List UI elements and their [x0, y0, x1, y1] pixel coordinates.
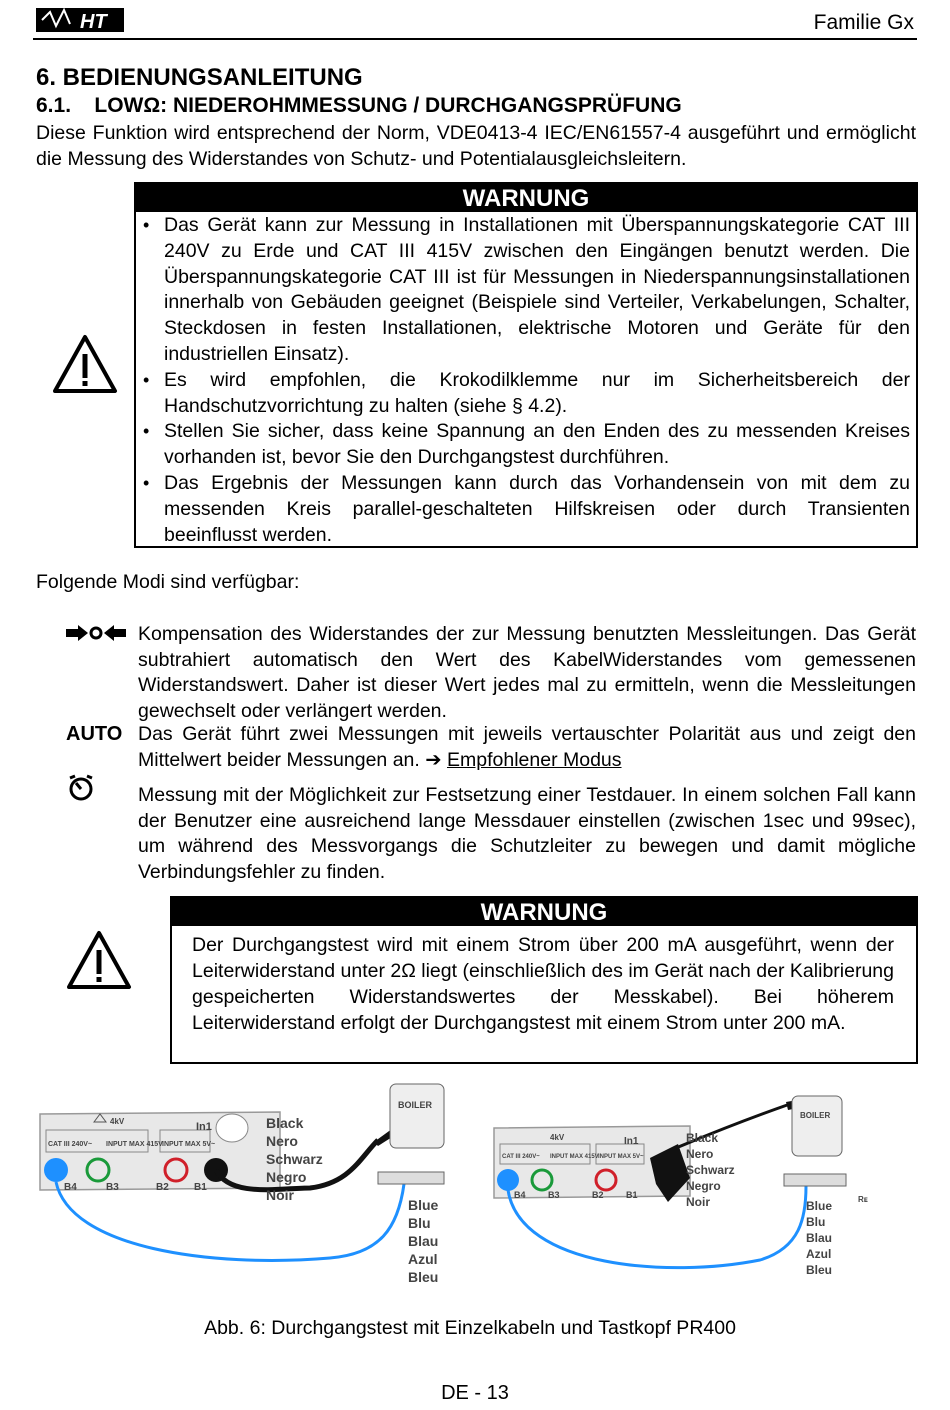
warning-item: • Das Gerät kann zur Messung in Installationen mit Überspannungskategorie CAT III 240V zu Erde und CAT III 415V zwischen den Eingängen benutzt werden. Die Überspannungskategorie CAT III ist für Messungen in Niederspannungsinstallationen innerhalb von Gebäuden geeignet (Beispiele sind Verteiler, Verkabelungen, Schalter, Steckdosen in festen Installationen, elektrische Motoren und Geräte für den industriellen Einsatz). — [164, 213, 910, 368]
blue-label: Bleu — [408, 1269, 439, 1285]
auto-label: AUTO — [66, 723, 123, 745]
instrument-left — [40, 1084, 444, 1285]
timer-icon — [66, 774, 96, 807]
warning-text: Der Durchgangstest wird mit einem Strom über 200 mA ausgeführt, wenn der Leiterwiderstand unter 2Ω liegt (einschließlich des im Gerät nach der Kalibrierung gespeicherten Widerstandswertes der Messkabel). Bei höherem Leiterwiderstand erfolgt der Durchgangstest mit einem Strom unter 200 mA. — [192, 934, 894, 1034]
blue-label: Azul — [806, 1247, 832, 1261]
blue-label: Blu — [408, 1215, 431, 1231]
intro-paragraph: Diese Funktion wird entsprechend der Norm, VDE0413-4 IEC/EN61557-4 ausgeführt und ermöglicht die Messung des Widerstandes von Schutz- und Potentialausgleichsleitern. — [36, 122, 916, 170]
black-label: Black — [686, 1131, 719, 1145]
in1-label: In1 — [196, 1121, 212, 1133]
black-label: Negro — [266, 1169, 307, 1185]
instrument-right — [494, 1096, 868, 1277]
figure-caption: Abb. 6: Durchgangstest mit Einzelkabeln und Tastkopf PR400 — [204, 1317, 736, 1339]
input-max-5: INPUT MAX 5V~ — [162, 1141, 216, 1148]
mode-compensation-text: Kompensation des Widerstandes der zur Messung benutzten Messleitungen. Das Gerät subtrahiert automatisch den Wert des KabelWiderstandes vom gemessenen Widerstandswert. Daher ist dieser Wert jedes mal zu ermitteln, wenn die Messleitungen gewechselt oder verlängert werden. — [138, 623, 916, 722]
input-max-415: INPUT MAX 415V — [550, 1154, 599, 1160]
header-divider — [33, 38, 917, 40]
terminal-label: B2 — [156, 1182, 169, 1193]
terminal-label: B2 — [592, 1190, 604, 1200]
warning-triangle-icon — [52, 334, 118, 399]
warning-box-2 — [170, 896, 918, 1064]
compensation-arrows-icon — [66, 624, 126, 647]
ht-logo — [36, 6, 124, 34]
terminal-label: B4 — [514, 1190, 526, 1200]
cat-label: CAT III 240V~ — [502, 1154, 540, 1160]
family-label: Familie Gx — [813, 11, 914, 34]
black-label: Noir — [266, 1187, 294, 1203]
in1-label: In1 — [624, 1136, 639, 1147]
terminal-label: B3 — [548, 1190, 560, 1200]
terminal-label: B1 — [194, 1182, 207, 1193]
input-max-5: INPUT MAX 5V~ — [598, 1154, 644, 1160]
blue-label: Blau — [408, 1233, 439, 1249]
mode-timer-text: Messung mit der Möglichkeit zur Festsetzung einer Testdauer. In einem solchen Fall kann der Benutzer eine ausreichend lange Messdauer einstellen (zwischen 1sec und 99sec), um während des Messvorgangs die Schutzleiter zu bewegen und damit mögliche Verbindungsfehler zu finden. — [138, 784, 916, 883]
black-label: Schwarz — [266, 1151, 323, 1167]
blue-label: Blu — [806, 1215, 826, 1229]
boiler-label: BOILER — [800, 1111, 831, 1120]
warning-title: WARNUNG — [172, 898, 916, 926]
arrow-icon: ➔ — [425, 748, 442, 771]
section-title: 6. BEDIENUNGSANLEITUNG — [36, 64, 363, 91]
voltage-label: 4kV — [110, 1117, 125, 1126]
black-label: Nero — [686, 1147, 714, 1161]
blue-label: Bleu — [806, 1263, 833, 1277]
warning-item: • Stellen Sie sicher, dass keine Spannung an den Enden des zu messenden Kreises vorhanden ist, bevor Sie den Durchgangstest durchführen. — [164, 419, 910, 471]
modes-label: Folgende Modi sind verfügbar: — [36, 571, 300, 593]
terminal-label: B4 — [64, 1182, 77, 1193]
blue-label: Blue — [408, 1197, 439, 1213]
boiler-label: BOILER — [398, 1100, 433, 1110]
cat-label: CAT III 240V~ — [48, 1141, 93, 1148]
warning-box-1 — [134, 182, 918, 548]
input-max-415: INPUT MAX 415V — [106, 1141, 163, 1148]
logo-text: HT — [80, 11, 107, 33]
warning-item: • Das Ergebnis der Messungen kann durch das Vorhandensein von mit dem zu messenden Kreis parallel-geschalteten Hilfskreisen oder durch Transienten beeinflusst werden. — [164, 471, 910, 548]
warning-list — [136, 213, 916, 548]
black-label: Black — [266, 1115, 304, 1131]
blue-label: Azul — [408, 1251, 438, 1267]
terminal-label: B3 — [106, 1182, 119, 1193]
black-label: Negro — [686, 1179, 721, 1193]
page-number: DE - 13 — [441, 1382, 509, 1404]
blue-label: Blue — [806, 1199, 833, 1213]
terminal-label: B1 — [626, 1190, 638, 1200]
black-label: Nero — [266, 1133, 298, 1149]
warning-triangle-icon — [66, 930, 132, 995]
black-label: Schwarz — [686, 1163, 735, 1177]
voltage-label: 4kV — [550, 1133, 565, 1142]
section-subtitle: 6.1. LOWΩ: NIEDEROHMMESSUNG / DURCHGANGSPRÜFUNG — [36, 94, 682, 117]
warning-title: WARNUNG — [136, 184, 916, 212]
connection-diagram — [30, 1078, 920, 1298]
re-label: Rᴇ — [858, 1195, 868, 1204]
mode-auto-description: Das Gerät führt zwei Messungen mit jeweils vertauschter Polarität aus und zeigt den Mittelwert beider Messungen an. — [138, 723, 916, 771]
blue-label: Blau — [806, 1231, 833, 1245]
recommended-mode: Empfohlener Modus — [447, 748, 622, 771]
warning-item: • Es wird empfohlen, die Krokodilklemme nur im Sicherheitsbereich der Handschutzvorrichtung zu halten (siehe § 4.2). — [164, 368, 910, 420]
black-label: Noir — [686, 1195, 710, 1209]
mode-auto-text — [138, 722, 916, 773]
